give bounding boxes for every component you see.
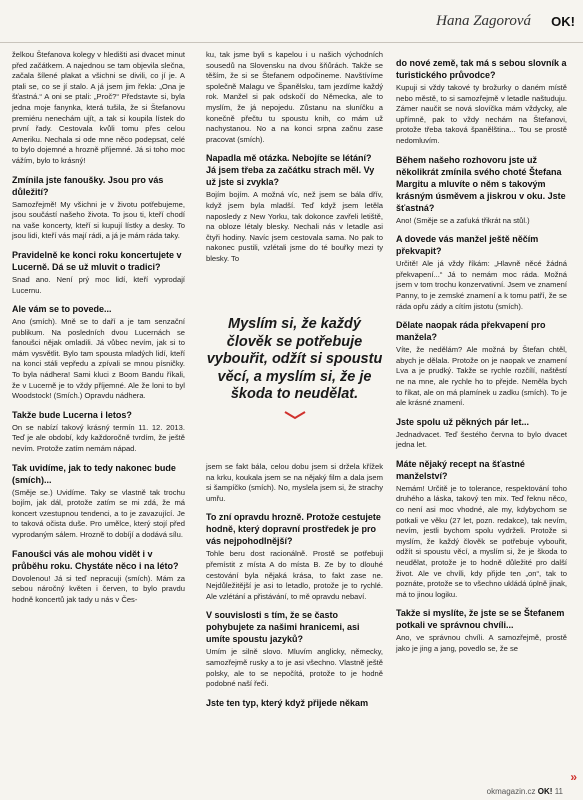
question-heading: Zmínila jste fanoušky. Jsou pro vás důležití? bbox=[12, 174, 164, 197]
answer-paragraph: Ano! (Směje se a zaťuká třikrát na stůl.) bbox=[396, 215, 530, 225]
pull-quote-text: Myslím si, že každý člověk se potřebuje vybouřit, odžít si spoustu věcí, a myslím si, že je škoda to neudělat. bbox=[206, 316, 383, 402]
answer-paragraph: Dovolenou! Já si teď nepracuji (smích). Mám za sebou náročný květen i červen, to bylo pravdu hodně koncertů jak tady u nás v Čes- bbox=[12, 573, 185, 604]
answer-paragraph: Ano, ve správnou chvíli. A samozřejmě, prostě jako je jing a jang, povedlo se, že se bbox=[396, 633, 567, 653]
question-heading: Ale vám se to povede... bbox=[12, 304, 112, 315]
question-heading: Napadla mě otázka. Nebojíte se létání? Já jsem třeba za začátku strach měl. Vy už jste si zvykla? bbox=[206, 153, 375, 188]
question-heading: Tak uvidíme, jak to tedy nakonec bude (smích)... bbox=[12, 462, 176, 485]
answer-paragraph: Ano (smích). Mně se to daří a je tam senzační publikum. Na posledních dvou Lucernách se fanoušci nějak omladili. Já vůbec nevím, jak si to mám vysvětlit. Bylo tam spousta mladých lidí, kteří na konci stáli vepředu a zpívali se mnou písničky. To byla nádhera! Sami kluci z Boom Bandu říkali, že v Lucerně je to vždy příjemné. Ale že loni to byl Woodstock! (Smích.) Opravdu nádhera. bbox=[12, 317, 185, 401]
column-middle-bottom bbox=[206, 462, 383, 711]
question-heading: Máte nějaký recept na šťastné manželství? bbox=[396, 458, 525, 481]
question-heading: A dovede vás manžel ještě něčím překvapit? bbox=[396, 234, 539, 257]
question-heading: Takže bude Lucerna i letos? bbox=[12, 409, 132, 420]
question-heading: Jste ten typ, který když přijede někam bbox=[206, 697, 369, 708]
column-middle-top bbox=[206, 50, 383, 265]
answer-paragraph: Nemám! Určitě je to tolerance, respektování toho druhého a láska, takový ten mix. Teď řeknu něco, co není asi moc vhodné, ale my, kdybychom se potkali ve věku (27 let, pozn. redakce), tak nevím, nevím, jestli bychom spolu vydrželi. Protože si myslím, že každý člověk se potřebuje vybouřit, odžít si spoustu věcí, a myslím si, že je škoda to neudělat, protože je to hodně důležité pro další život. Ale ve chvíli, kdy přijde ten „on“, tak to poznáte, protože se to všechno ukládá úplně jinak, má to jinou logiku. bbox=[396, 483, 567, 599]
answer-paragraph: (Směje se.) Uvidíme. Taky se vlastně tak trochu bojím, jak dál, protože zatím se mi zdá, že má koncert vzestupnou tendenci, a to je zavazující. Je to taková očista duše. Pro umělce, který stojí před vyprodaným sálem. Hrozně to dobíjí a dodává sílu. bbox=[12, 487, 185, 539]
answer-paragraph: Samozřejmě! My všichni je v životu potřebujeme, jsou součástí našeho života. To jsou ti, kteří chodí na vaše koncerty, kteří si kupují lístky a desky. To jsou lidi, kteří vás mají rádi, a já je mám ráda taky. bbox=[12, 199, 185, 241]
answer-paragraph: Určitě! Ale já vždy říkám: „Hlavně něcé žádná překvapení...“ Já to nemám moc ráda. Možná jsem v tom trochu konzervativní. Jsem ve znamení Panny, to je zemské znamení a k tomu patří, že se ráda opřu zády a cítím jistotu (smích). bbox=[396, 259, 567, 311]
header-rule bbox=[0, 42, 583, 43]
answer-paragraph: Kupuji si vždy takové ty brožurky o daném místě nebo městě, to si samozřejmě v letadle naštuduju. Zámer naučit se nová slovíčka mám vždycky, ale upřímně, pak to vždy nechám na Štefanovi, protože třeba taková španělština... Tou se prostě nedomluvím. bbox=[396, 83, 567, 145]
question-heading: V souvislosti s tím, že se často pohybujete za našimi hranicemi, asi umíte spoustu jazyků? bbox=[206, 610, 360, 645]
answer-paragraph: ku, tak jsme byli s kapelou i u našich východních sousedů na Slovensku na dvou šňůrách. Takže se těším, že si se Štefanem odpočineme. Navštívíme společně Malagu ve Španělsku, tam jezdíme každý rok. Manžel si pak odskočí do Německa, ale to myslím, že já nepojedu. Zůstanu na sluníčku a konečně přečtu tu spoustu knih, co mám už nachystanou. No a na konci srpna začnu zase pracovat (smích). bbox=[206, 50, 383, 144]
footer-site: okmagazin.cz bbox=[486, 787, 536, 796]
answer-paragraph: želkou Štefanova kolegy v hledišti asi dvacet minut před začátkem. A najednou se tam objevila slečna, začala šílené plakat a všichni se divili, co jí je. A ptali se, co se jí stalo. A já jsem jim řekla: „Ona je šťastná.“ A oni se ptali: „Proč?“ Představte si, byla jedna moje fanynka, která tušila, že si Štefanovu premiéru nenechám ujít, a tak si koupila lístek do první řady. Cestovala kvůli tomu přes celou Ameriku. Nechala si ode mne něco podepsat, celé to bylo dojemné a hrozně příjemné. Já si toho moc vážím, bylo to krásný! bbox=[12, 50, 185, 165]
answer-paragraph: Víte, že nedělám? Ale možná by Štefan chtěl, abych je dělala. Protože on je naopak ve znamení Lva a je prudký. Takže se rychle rozčílí, naštěstí ne na mne, ale rychle ho to přejde. Neměla bych to říkat, ale on má plamínek u zadku (smích). To je ale krásné znamení. bbox=[396, 345, 567, 408]
answer-paragraph: Bojím bojím. A možná víc, než jsem se bála dřív, když jsem byla mladší. Teď když jsem letěla naposledy z New Yorku, tak dokonce zavřeli letiště, na obloze létaly blesky. Nechali nás v letadle asi čtyři hodiny. Navíc jsem cestovala sama. No pak to nakonec pustili, vzlétali jsme do té bouřky mezi ty blesky. To bbox=[206, 190, 383, 263]
question-heading: do nové země, tak má s sebou slovník a turistického průvodce? bbox=[396, 58, 567, 80]
question-heading: Fanoušci vás ale mohou vidět i v průběhu roku. Chystáte něco i na léto? bbox=[12, 548, 179, 571]
pull-quote bbox=[206, 316, 383, 446]
question-heading: To zní opravdu hrozně. Protože cestujete hodně, který dopravní prostředek je pro vás nejpohodlnější? bbox=[206, 512, 381, 547]
answer-paragraph: Jednadvacet. Teď šestého června to bylo dvacet jedna let. bbox=[396, 429, 567, 450]
question-heading: Během našeho rozhovoru jste už několikrát zmínila svého choté Štefana Margitu a mluvíte o něm s takovým krásným úsměvem a jiskrou v oku. Jste šťastná? bbox=[396, 154, 566, 213]
question-heading: Jste spolu už pěkných pár let... bbox=[396, 416, 530, 427]
question-heading: Takže si myslíte, že jste se se Štefanem potkali ve správnou chvíli... bbox=[396, 608, 565, 631]
quote-end-mark-icon bbox=[283, 410, 307, 420]
column-right bbox=[396, 50, 567, 655]
page-number: 11 bbox=[554, 787, 563, 796]
footer-logo: OK! bbox=[537, 787, 553, 796]
answer-paragraph: Snad ano. Není prý moc lidí, kteří vyprodají Lucernu. bbox=[12, 274, 185, 295]
answer-paragraph: jsem se fakt bála, celou dobu jsem si držela křížek na krku, koukala jsem se na nějaký film a dala jsem si šampíčko (smích). No, myslela jsem si, že strachy umřu. bbox=[206, 462, 383, 503]
question-heading: Dělate naopak ráda překvapení pro manžela? bbox=[396, 320, 546, 343]
magazine-logo: OK! bbox=[551, 14, 575, 29]
question-heading: Pravidelně ke konci roku koncertujete v Lucerně. Dá se už mluvit o tradici? bbox=[12, 249, 182, 272]
column-left bbox=[12, 50, 185, 605]
page-footer bbox=[487, 787, 563, 796]
author-name: Hana Zagorová bbox=[436, 13, 531, 29]
answer-paragraph: On se nabízí takový krásný termín 11. 12. 2013. Teď je ale období, kdy každoročně tvrdím, že ještě nevím. Protože zatím nemám nápad. bbox=[12, 422, 185, 454]
answer-paragraph: Umím je silně slovo. Mluvím anglicky, německy, samozřejmě rusky a to je asi všechno. Vlastně ještě polsky, ale to se nepočítá, protože to je hodně podobné naší řeči. bbox=[206, 647, 383, 689]
next-page-chevron-icon: » bbox=[570, 770, 577, 784]
answer-paragraph: Tohle beru dost racionálně. Prostě se potřebuji přemístit z místa A do místa B. Ze by to dlouhé cestování byla nějaká krása, to fakt zase ne. Nejdůležitější je asi to letadlo, protože je to rychlé. Ale vzlétání a přistávání, to mě opravdu nebaví. bbox=[206, 549, 383, 601]
